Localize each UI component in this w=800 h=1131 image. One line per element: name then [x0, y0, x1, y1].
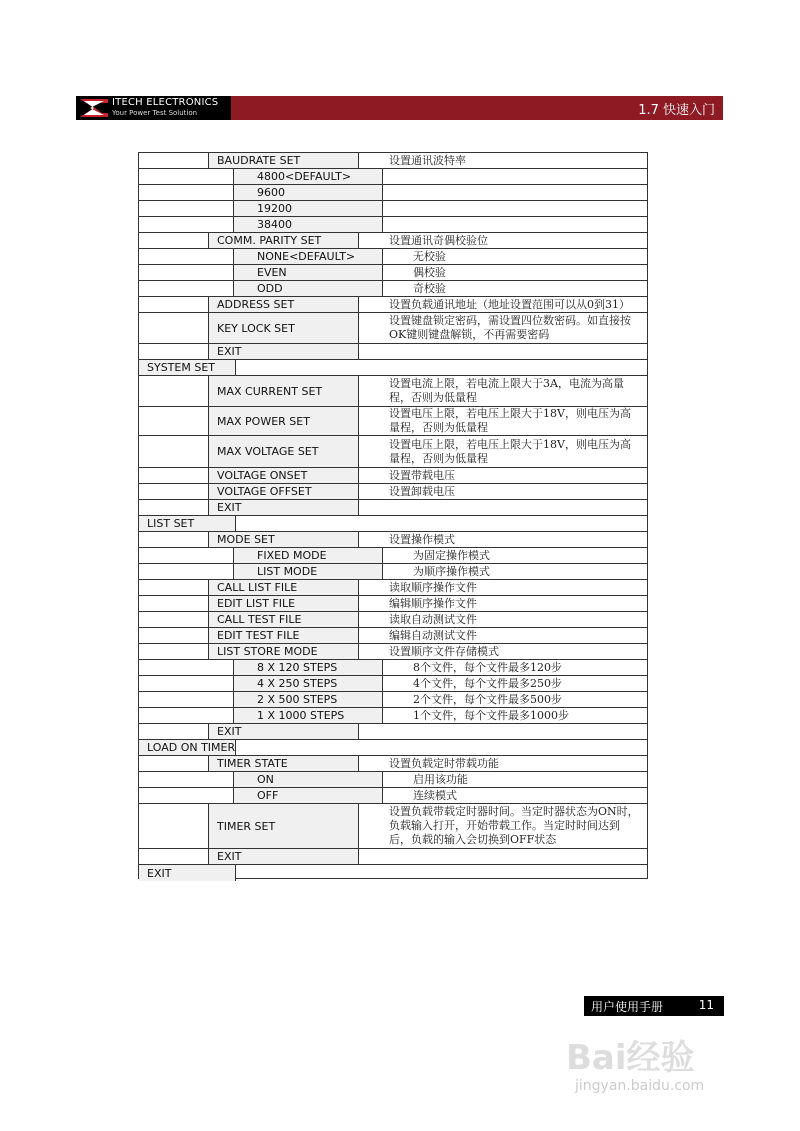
menu-row-level-3	[139, 660, 647, 676]
menu-row-level-1	[139, 865, 647, 881]
menu-item-label: VOLTAGE ONSET	[217, 469, 308, 482]
indent-cell	[139, 849, 209, 864]
menu-item-description: 8个文件，每个文件最多120步	[413, 660, 562, 674]
menu-item-description: 启用该功能	[413, 772, 468, 786]
menu-item-description: 设置电压上限，若电压上限大于18V，则电压为高量程，否则为低量程	[389, 407, 631, 434]
watermark-logo: Bai经验	[566, 1038, 695, 1078]
menu-item-description: 连续模式	[413, 788, 457, 802]
indent-cell	[139, 756, 209, 771]
page-number: 11	[698, 998, 714, 1012]
menu-item-label: 4800<DEFAULT>	[257, 170, 352, 183]
menu-item-description	[413, 185, 641, 200]
menu-row-level-2	[139, 436, 647, 468]
menu-item-label: 9600	[257, 186, 285, 199]
menu-item-description: 设置键盘锁定密码，需设置四位数密码。如直接按OK键则键盘解锁，不再需要密码	[389, 314, 631, 341]
menu-item-description	[389, 724, 641, 739]
menu-item-description	[389, 849, 641, 864]
indent-cell	[139, 281, 234, 296]
menu-row-level-2	[139, 612, 647, 628]
page-footer	[584, 996, 724, 1016]
indent-cell	[139, 676, 234, 691]
menu-structure-table	[138, 152, 648, 879]
menu-row-level-2	[139, 153, 647, 169]
menu-row-level-3	[139, 788, 647, 804]
indent-cell	[139, 153, 209, 168]
menu-item-label: LOAD ON TIMER	[147, 741, 236, 754]
menu-item-description: 为固定操作模式	[413, 548, 490, 562]
menu-item-description: 设置电压上限，若电压上限大于18V，则电压为高量程，否则为低量程	[389, 437, 631, 465]
menu-row-level-2	[139, 313, 647, 344]
menu-item-label: EXIT	[147, 866, 172, 880]
indent-cell	[139, 532, 209, 547]
menu-row-level-3	[139, 185, 647, 201]
indent-cell	[139, 249, 234, 264]
menu-item-label: EXIT	[217, 501, 242, 514]
menu-item-label: KEY LOCK SET	[217, 321, 295, 335]
menu-item-label: LIST MODE	[257, 565, 318, 578]
menu-item-label: ADDRESS SET	[217, 298, 295, 311]
menu-item-description	[413, 169, 641, 184]
menu-row-level-2	[139, 532, 647, 548]
indent-cell	[139, 660, 234, 675]
watermark-url: jingyan.baidu.com	[575, 1078, 705, 1094]
menu-row-level-3	[139, 548, 647, 564]
menu-row-level-2	[139, 233, 647, 249]
indent-cell	[139, 185, 234, 200]
menu-row-level-2	[139, 849, 647, 865]
menu-item-label: 2 X 500 STEPS	[257, 693, 338, 706]
menu-row-level-3	[139, 676, 647, 692]
menu-row-level-2	[139, 407, 647, 436]
menu-item-description	[389, 344, 641, 359]
menu-row-level-1	[139, 740, 647, 756]
menu-item-label: BAUDRATE SET	[217, 154, 301, 167]
menu-item-label: EDIT LIST FILE	[217, 597, 296, 610]
menu-row-level-2	[139, 724, 647, 740]
menu-row-level-3	[139, 281, 647, 297]
indent-cell	[139, 500, 209, 515]
menu-item-description: 读取自动测试文件	[389, 612, 477, 626]
indent-cell	[139, 692, 234, 707]
menu-item-label: CALL TEST FILE	[217, 613, 302, 626]
menu-item-description: 设置顺序文件存储模式	[389, 644, 499, 658]
footer-title: 用户使用手册	[591, 1000, 664, 1014]
menu-row-level-1	[139, 360, 647, 376]
menu-item-label: 4 X 250 STEPS	[257, 677, 338, 690]
indent-cell	[139, 772, 234, 787]
itech-logo	[76, 96, 231, 120]
menu-item-description: 设置操作模式	[389, 532, 455, 546]
menu-item-description: 偶校验	[413, 265, 446, 279]
indent-cell	[139, 612, 209, 627]
menu-item-description: 无校验	[413, 249, 446, 263]
menu-row-level-2	[139, 500, 647, 516]
menu-item-label: EDIT TEST FILE	[217, 629, 300, 642]
indent-cell	[139, 788, 234, 803]
menu-item-label: FIXED MODE	[257, 549, 327, 562]
indent-cell	[139, 169, 234, 184]
menu-item-description	[389, 500, 641, 515]
indent-cell	[139, 644, 209, 659]
menu-row-level-3	[139, 201, 647, 217]
indent-cell	[139, 233, 209, 248]
indent-cell	[139, 313, 209, 343]
menu-item-description: 编辑顺序操作文件	[389, 596, 477, 610]
menu-item-label: TIMER SET	[217, 819, 276, 833]
menu-item-label: ODD	[257, 282, 283, 295]
menu-row-level-2	[139, 376, 647, 407]
indent-cell	[139, 708, 234, 723]
menu-item-label: MAX VOLTAGE SET	[217, 445, 319, 458]
menu-item-label: SYSTEM SET	[147, 361, 215, 374]
logo-mark-icon	[80, 99, 108, 117]
menu-item-description: 设置通讯波特率	[389, 153, 466, 167]
menu-item-description: 1个文件，每个文件最多1000步	[413, 708, 569, 722]
section-title: 1.7 快速入门	[638, 103, 715, 118]
menu-item-label: EXIT	[217, 345, 242, 358]
indent-cell	[139, 580, 209, 595]
menu-row-level-3	[139, 265, 647, 281]
menu-item-label: COMM. PARITY SET	[217, 234, 322, 247]
menu-item-description: 设置负载带载定时器时间。当定时器状态为ON时，负载输入打开，开始带载工作。当定时时间达到后，负载的输入会切换到OFF状态	[389, 805, 639, 846]
menu-item-label: MODE SET	[217, 533, 275, 546]
menu-item-label: 1 X 1000 STEPS	[257, 709, 345, 722]
logo-brand: ITECH ELECTRONICS	[112, 97, 219, 108]
menu-row-level-1	[139, 516, 647, 532]
menu-item-label: NONE<DEFAULT>	[257, 250, 356, 263]
menu-item-label: LIST SET	[147, 517, 195, 530]
menu-item-description: 设置电流上限，若电流上限大于3A，电流为高量程，否则为低量程	[389, 377, 624, 404]
indent-cell	[139, 201, 234, 216]
menu-item-description: 设置通讯奇偶校验位	[389, 233, 488, 247]
menu-item-label: MAX CURRENT SET	[217, 384, 323, 398]
menu-item-description: 设置负载定时带载功能	[389, 756, 499, 770]
menu-item-label: EXIT	[217, 850, 242, 863]
menu-row-level-3	[139, 564, 647, 580]
menu-item-label: VOLTAGE OFFSET	[217, 485, 312, 498]
indent-cell	[139, 407, 209, 435]
menu-item-label: CALL LIST FILE	[217, 581, 298, 594]
menu-row-level-3	[139, 249, 647, 265]
menu-item-label: TIMER STATE	[217, 757, 288, 770]
menu-item-description: 设置卸载电压	[389, 484, 455, 498]
indent-cell	[139, 297, 209, 312]
menu-row-level-2	[139, 297, 647, 313]
menu-item-description: 读取顺序操作文件	[389, 580, 477, 594]
menu-row-level-2	[139, 580, 647, 596]
menu-item-description: 4个文件，每个文件最多250步	[413, 676, 562, 690]
menu-item-description: 设置负载通讯地址（地址设置范围可以从0到31）	[389, 297, 630, 311]
indent-cell	[139, 376, 209, 406]
menu-item-description	[266, 865, 641, 881]
menu-row-level-3	[139, 772, 647, 788]
indent-cell	[139, 628, 209, 643]
menu-row-level-2	[139, 756, 647, 772]
indent-cell	[139, 804, 209, 848]
indent-cell	[139, 265, 234, 280]
menu-item-description: 设置带载电压	[389, 468, 455, 482]
menu-item-description: 编辑自动测试文件	[389, 628, 477, 642]
menu-item-description	[413, 201, 641, 216]
menu-row-level-2	[139, 468, 647, 484]
indent-cell	[139, 468, 209, 483]
menu-item-description	[266, 516, 641, 531]
menu-item-label: MAX POWER SET	[217, 414, 310, 428]
menu-row-level-2	[139, 344, 647, 360]
logo-tagline: Your Power Test Solution	[112, 109, 198, 117]
menu-row-level-2	[139, 484, 647, 500]
menu-item-label: LIST STORE MODE	[217, 645, 318, 658]
indent-cell	[139, 548, 234, 563]
indent-cell	[139, 596, 209, 611]
menu-row-level-3	[139, 708, 647, 724]
menu-row-level-2	[139, 596, 647, 612]
menu-row-level-3	[139, 692, 647, 708]
menu-item-label: 8 X 120 STEPS	[257, 661, 338, 674]
menu-item-label: ON	[257, 773, 274, 786]
indent-cell	[139, 436, 209, 467]
indent-cell	[139, 484, 209, 499]
menu-row-level-3	[139, 217, 647, 233]
menu-item-description	[413, 217, 641, 232]
indent-cell	[139, 724, 209, 739]
menu-item-label: OFF	[257, 789, 279, 802]
menu-row-level-2	[139, 628, 647, 644]
menu-item-label: EVEN	[257, 266, 287, 279]
menu-item-description	[266, 360, 641, 375]
menu-item-description: 为顺序操作模式	[413, 564, 490, 578]
menu-item-label: 38400	[257, 218, 292, 231]
menu-item-description: 奇校验	[413, 281, 446, 295]
indent-cell	[139, 344, 209, 359]
indent-cell	[139, 217, 234, 232]
menu-item-label: 19200	[257, 202, 292, 215]
indent-cell	[139, 564, 234, 579]
menu-row-level-2	[139, 644, 647, 660]
menu-row-level-3	[139, 169, 647, 185]
page-header	[76, 96, 723, 120]
menu-item-description	[266, 740, 641, 755]
menu-item-description: 2个文件，每个文件最多500步	[413, 692, 562, 706]
menu-item-label: EXIT	[217, 725, 242, 738]
menu-row-level-2	[139, 804, 647, 849]
